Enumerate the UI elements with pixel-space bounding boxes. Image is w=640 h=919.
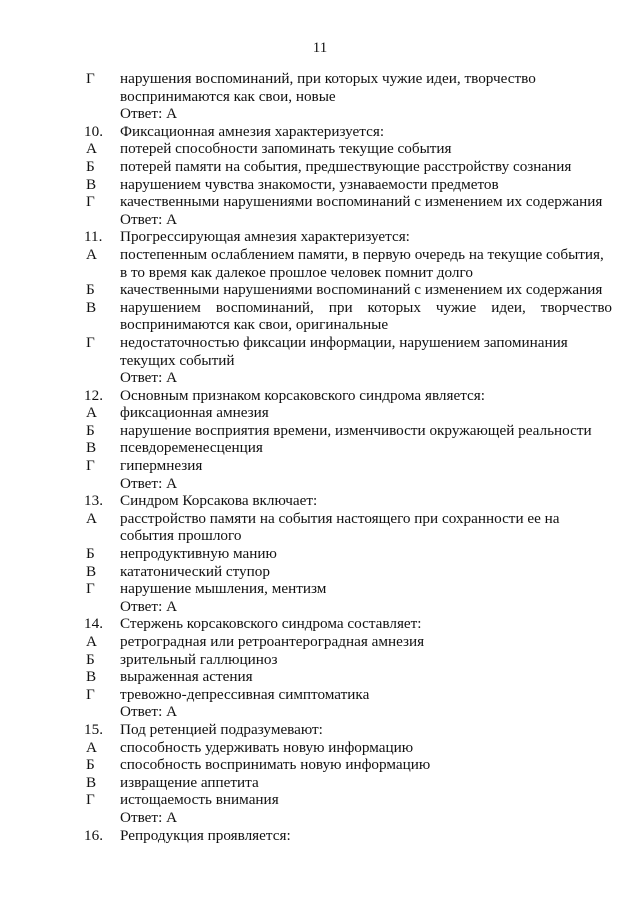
option-letter: А xyxy=(86,140,97,158)
option-row xyxy=(84,686,612,704)
option-letter: В xyxy=(86,439,97,457)
test-questions-list xyxy=(84,70,612,844)
option-text: тревожно-депрессивная симптоматика xyxy=(120,685,370,703)
option-text: извращение аппетита xyxy=(120,773,259,791)
option-letter: А xyxy=(86,633,97,650)
option-row xyxy=(84,545,612,563)
option-text: фиксационная амнезия xyxy=(120,404,269,422)
option-text: нарушение восприятия времени, изменчивости окружающей реальности xyxy=(120,421,592,439)
option-text: потерей способности запоминать текущие события xyxy=(120,140,452,158)
option-letter: В xyxy=(86,773,97,791)
option-text: нарушением чувства знакомости, узнаваемости предметов xyxy=(120,175,499,193)
question-text: Синдром Корсакова включает: xyxy=(120,492,318,510)
option-letter: Б xyxy=(86,157,95,175)
option-letter: Г xyxy=(86,70,95,87)
option-row xyxy=(84,510,612,545)
question-number: 16. xyxy=(84,826,103,844)
option-letter: В xyxy=(86,668,97,686)
option-row xyxy=(84,422,612,440)
option-letter: Б xyxy=(86,545,95,563)
option-letter: Г xyxy=(86,333,95,351)
option-text: зрительный галлюциноз xyxy=(120,650,278,668)
option-row xyxy=(84,580,612,598)
question-text: Фиксационная амнезия характеризуется: xyxy=(120,122,385,140)
question-row xyxy=(84,228,612,246)
option-row xyxy=(84,193,612,211)
answer-line: Ответ: А xyxy=(120,474,178,492)
question-row xyxy=(84,827,612,845)
option-row xyxy=(84,176,612,194)
question-row xyxy=(84,615,612,633)
option-letter: В xyxy=(86,175,97,193)
option-letter: Б xyxy=(86,421,95,439)
option-row xyxy=(84,756,612,774)
answer-line: Ответ: А xyxy=(120,369,178,387)
option-letter: Б xyxy=(86,650,95,668)
option-row xyxy=(84,404,612,422)
question-text: Основным признаком корсаковского синдрома является: xyxy=(120,386,486,404)
option-row xyxy=(84,739,612,757)
question-row xyxy=(84,123,612,141)
answer-line: Ответ: А xyxy=(120,597,178,615)
question-number: 10. xyxy=(84,122,103,140)
option-text: постепенным ослаблением памяти, в первую очередь на текущие события, в то время как далекое прошлое человек помнит долго xyxy=(120,245,604,281)
question-number: 11. xyxy=(84,228,103,246)
option-letter: Г xyxy=(86,580,95,598)
option-letter: В xyxy=(86,562,97,580)
option-text: кататонический ступор xyxy=(120,562,270,580)
option-letter: Б xyxy=(86,756,95,774)
option-text: выраженная астения xyxy=(120,668,253,686)
question-row xyxy=(84,721,612,739)
option-text: псевдоременесценция xyxy=(120,439,263,457)
option-text: качественными нарушениями воспоминаний с изменением их содержания xyxy=(120,281,603,299)
option-letter: А xyxy=(86,509,97,527)
option-text: нарушением воспоминаний, при которых чужие идеи, творчество воспринимаются как свои, оригинальные xyxy=(120,298,612,334)
question-number: 15. xyxy=(84,720,103,738)
option-row xyxy=(84,457,612,475)
option-row xyxy=(84,140,612,158)
option-text: нарушения воспоминаний, при которых чужие идеи, творчество воспринимаются как свои, новые xyxy=(120,70,536,105)
option-row xyxy=(84,334,612,369)
option-row xyxy=(84,281,612,299)
option-text: способность удерживать новую информацию xyxy=(120,738,414,756)
option-text: качественными нарушениями воспоминаний с изменением их содержания xyxy=(120,193,603,211)
option-letter: Г xyxy=(86,685,95,703)
question-text: Прогрессирующая амнезия характеризуется: xyxy=(120,228,410,246)
question-number: 13. xyxy=(84,492,103,510)
answer-line: Ответ: А xyxy=(120,703,178,721)
page-number: 11 xyxy=(312,40,328,56)
option-row xyxy=(84,158,612,176)
option-text: способность воспринимать новую информацию xyxy=(120,756,431,774)
answer-line: Ответ: А xyxy=(120,808,178,826)
question-number: 14. xyxy=(84,615,103,633)
option-text: недостаточностью фиксации информации, нарушением запоминания текущих событий xyxy=(120,333,568,369)
option-text: потерей памяти на события, предшествующие расстройству сознания xyxy=(120,157,572,175)
option-row xyxy=(84,651,612,669)
option-row xyxy=(84,633,612,651)
answer-line: Ответ: А xyxy=(120,105,178,123)
option-letter: Г xyxy=(86,791,95,809)
option-row xyxy=(84,70,612,105)
option-letter: А xyxy=(86,404,97,422)
option-text: расстройство памяти на события настоящего при сохранности ее на события прошлого xyxy=(120,509,560,545)
option-row xyxy=(84,774,612,792)
option-row xyxy=(84,791,612,809)
question-text: Стержень корсаковского синдрома составляет: xyxy=(120,615,422,633)
option-text: ретроградная или ретроантероградная амнезия xyxy=(120,633,425,650)
question-row xyxy=(84,492,612,510)
option-text: гипермнезия xyxy=(120,457,203,475)
option-row xyxy=(84,668,612,686)
option-letter: В xyxy=(86,298,97,316)
question-number: 12. xyxy=(84,386,103,404)
option-letter: Б xyxy=(86,281,95,299)
option-text: истощаемость внимания xyxy=(120,791,279,809)
option-row xyxy=(84,563,612,581)
answer-line: Ответ: А xyxy=(120,210,178,228)
option-text: нарушение мышления, ментизм xyxy=(120,580,327,598)
option-row xyxy=(84,246,612,281)
option-text: непродуктивную манию xyxy=(120,545,277,563)
option-letter: А xyxy=(86,738,97,756)
question-row xyxy=(84,387,612,405)
option-letter: А xyxy=(86,245,97,263)
option-letter: Г xyxy=(86,457,95,475)
option-row xyxy=(84,299,612,334)
question-text: Репродукция проявляется: xyxy=(120,826,291,844)
question-text: Под ретенцией подразумевают: xyxy=(120,720,323,738)
option-row xyxy=(84,439,612,457)
option-letter: Г xyxy=(86,193,95,211)
